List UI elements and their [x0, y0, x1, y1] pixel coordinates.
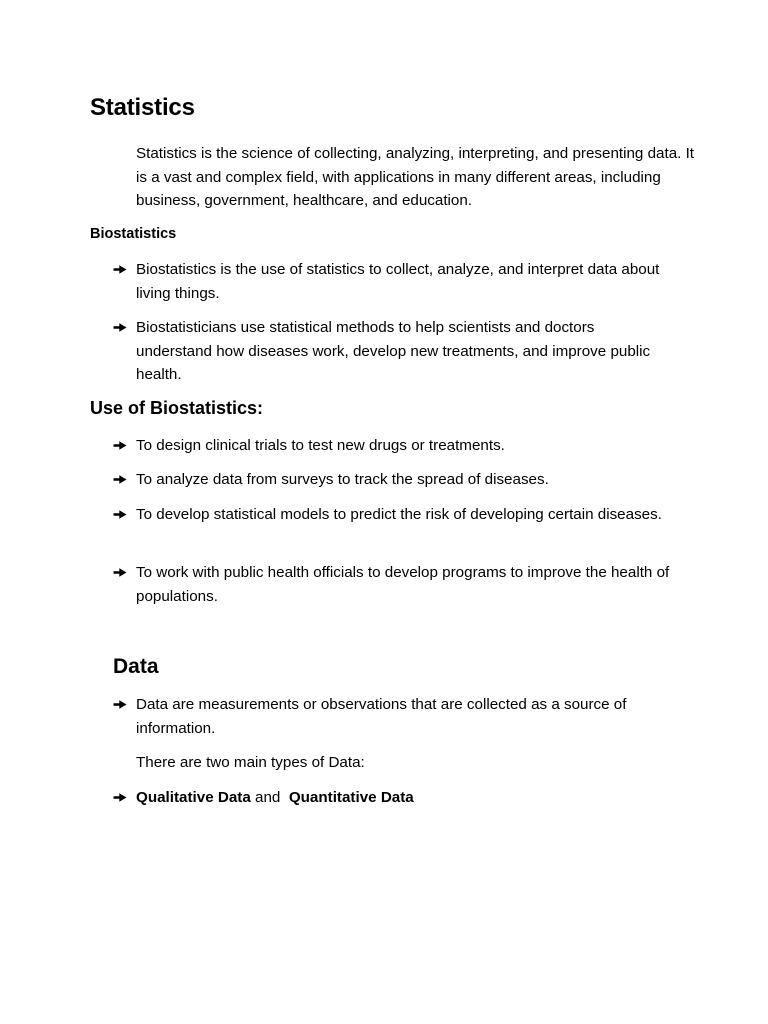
list-item: [113, 258, 673, 305]
page-title: Statistics: [90, 94, 195, 121]
data-heading: Data: [113, 655, 159, 678]
pointing-hand-icon: [113, 509, 127, 520]
pointing-hand-icon: [113, 699, 127, 710]
quantitative-data-label: Quantitative Data: [288, 789, 414, 806]
qualitative-data-label: Qualitative Data: [136, 789, 251, 806]
types-joiner: and: [255, 789, 281, 806]
list-item: [113, 503, 673, 527]
list-item-text: To analyze data from surveys to track the spread of diseases.: [136, 471, 549, 488]
list-item: [113, 316, 673, 387]
list-item: [113, 468, 673, 492]
list-item-text: Data are measurements or observations that are collected as a source of information.: [136, 696, 627, 737]
pointing-hand-icon: [113, 322, 127, 333]
data-types-line: [136, 786, 673, 810]
intro-paragraph: Statistics is the science of collecting, analyzing, interpreting, and presenting data. It is a vast and complex field, with applications in many different areas, including business, government, healthcare, and education.: [136, 145, 695, 209]
pointing-hand-icon: [113, 792, 127, 803]
list-item-text: To work with public health officials to develop programs to improve the health of populations.: [136, 564, 670, 605]
list-item-text: To develop statistical models to predict the risk of developing certain diseases.: [136, 506, 662, 523]
data-types-intro: There are two main types of Data:: [136, 754, 365, 771]
uses-heading: Use of Biostatistics:: [90, 398, 264, 418]
list-item: [113, 693, 673, 740]
pointing-hand-icon: [113, 264, 127, 275]
pointing-hand-icon: [113, 440, 127, 451]
pointing-hand-icon: [113, 474, 127, 485]
list-item-text: To design clinical trials to test new drugs or treatments.: [136, 437, 505, 454]
list-item: [113, 786, 673, 810]
list-item: [113, 561, 673, 608]
list-item: [113, 434, 673, 458]
list-item-text: Biostatisticians use statistical methods to help scientists and doctors understand how diseases work, develop new treatments, and improve public health.: [136, 319, 651, 383]
list-item-text: Biostatistics is the use of statistics to collect, analyze, and interpret data about living things.: [136, 261, 660, 302]
biostatistics-heading: Biostatistics: [90, 226, 177, 242]
pointing-hand-icon: [113, 567, 127, 578]
